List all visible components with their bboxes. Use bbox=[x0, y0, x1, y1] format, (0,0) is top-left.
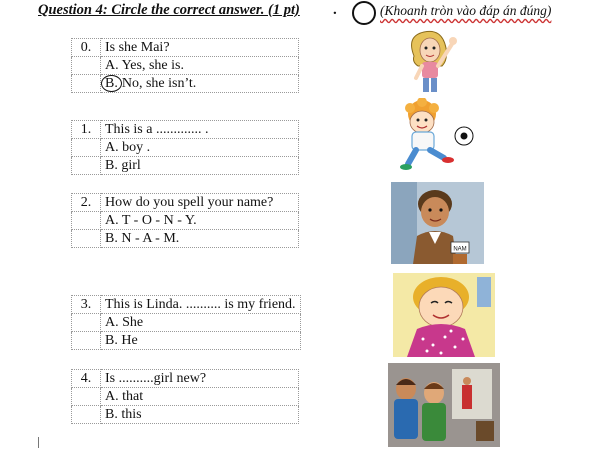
question-number: 3. bbox=[72, 296, 101, 314]
table-row bbox=[72, 388, 299, 406]
empty-cell bbox=[72, 212, 101, 230]
empty-cell bbox=[72, 75, 101, 93]
table-row bbox=[72, 370, 299, 388]
table-row bbox=[72, 212, 299, 230]
table-row bbox=[72, 57, 299, 75]
option-b[interactable]: B. girl bbox=[101, 157, 299, 175]
question-prompt: How do you spell your name? bbox=[101, 194, 299, 212]
empty-cell bbox=[72, 57, 101, 75]
option-a[interactable]: A. that bbox=[101, 388, 299, 406]
text-cursor bbox=[38, 437, 39, 448]
option-a[interactable]: A. boy . bbox=[101, 139, 299, 157]
table-row bbox=[72, 139, 299, 157]
empty-cell bbox=[72, 157, 101, 175]
empty-cell bbox=[72, 406, 101, 424]
two-boys-picture bbox=[388, 363, 500, 447]
question-table-3 bbox=[71, 295, 301, 350]
table-row bbox=[72, 230, 299, 248]
option-a[interactable]: A. T - O - N - Y. bbox=[101, 212, 299, 230]
table-row bbox=[72, 314, 301, 332]
question-prompt: This is a ............. . bbox=[101, 121, 299, 139]
question-number: 1. bbox=[72, 121, 101, 139]
nametag-label: NAM bbox=[453, 246, 467, 253]
empty-cell bbox=[72, 332, 101, 350]
question-prompt: Is ..........girl new? bbox=[101, 370, 299, 388]
question-number: 2. bbox=[72, 194, 101, 212]
question-prompt: Is she Mai? bbox=[101, 39, 299, 57]
option-a[interactable]: A. She bbox=[101, 314, 301, 332]
question-table-0 bbox=[71, 38, 299, 93]
waving-girl-picture bbox=[402, 26, 464, 96]
circle-symbol-icon bbox=[352, 1, 376, 25]
table-row bbox=[72, 332, 301, 350]
question-table-1 bbox=[71, 120, 299, 175]
question-table-4 bbox=[71, 369, 299, 424]
option-b[interactable]: B. this bbox=[101, 406, 299, 424]
option-a[interactable]: A. Yes, she is. bbox=[101, 57, 299, 75]
option-b-text: No, she isn’t. bbox=[121, 76, 197, 91]
question-prompt: This is Linda. .......... is my friend. bbox=[101, 296, 301, 314]
question-number: 0. bbox=[72, 39, 101, 57]
empty-cell bbox=[72, 139, 101, 157]
table-row bbox=[72, 296, 301, 314]
table-row bbox=[72, 157, 299, 175]
option-b[interactable] bbox=[101, 75, 299, 93]
empty-cell bbox=[72, 230, 101, 248]
question-title: Question 4: Circle the correct answer. (1 pt) bbox=[38, 2, 300, 18]
table-row bbox=[72, 75, 299, 93]
boy-with-nametag-picture bbox=[391, 182, 484, 264]
question-number: 4. bbox=[72, 370, 101, 388]
empty-cell bbox=[72, 388, 101, 406]
title-period: . bbox=[333, 2, 337, 18]
option-b[interactable]: B. N - A - M. bbox=[101, 230, 299, 248]
question-table-2 bbox=[71, 193, 299, 248]
empty-cell bbox=[72, 314, 101, 332]
table-row bbox=[72, 39, 299, 57]
circled-answer-mark: B. bbox=[101, 75, 122, 92]
option-b[interactable]: B. He bbox=[101, 332, 301, 350]
instruction-note: (Khoanh tròn vào đáp án đúng) bbox=[380, 3, 552, 18]
table-row bbox=[72, 194, 299, 212]
smiling-girl-picture bbox=[393, 273, 495, 357]
table-row bbox=[72, 121, 299, 139]
table-row bbox=[72, 406, 299, 424]
boy-with-ball-picture bbox=[392, 98, 476, 174]
